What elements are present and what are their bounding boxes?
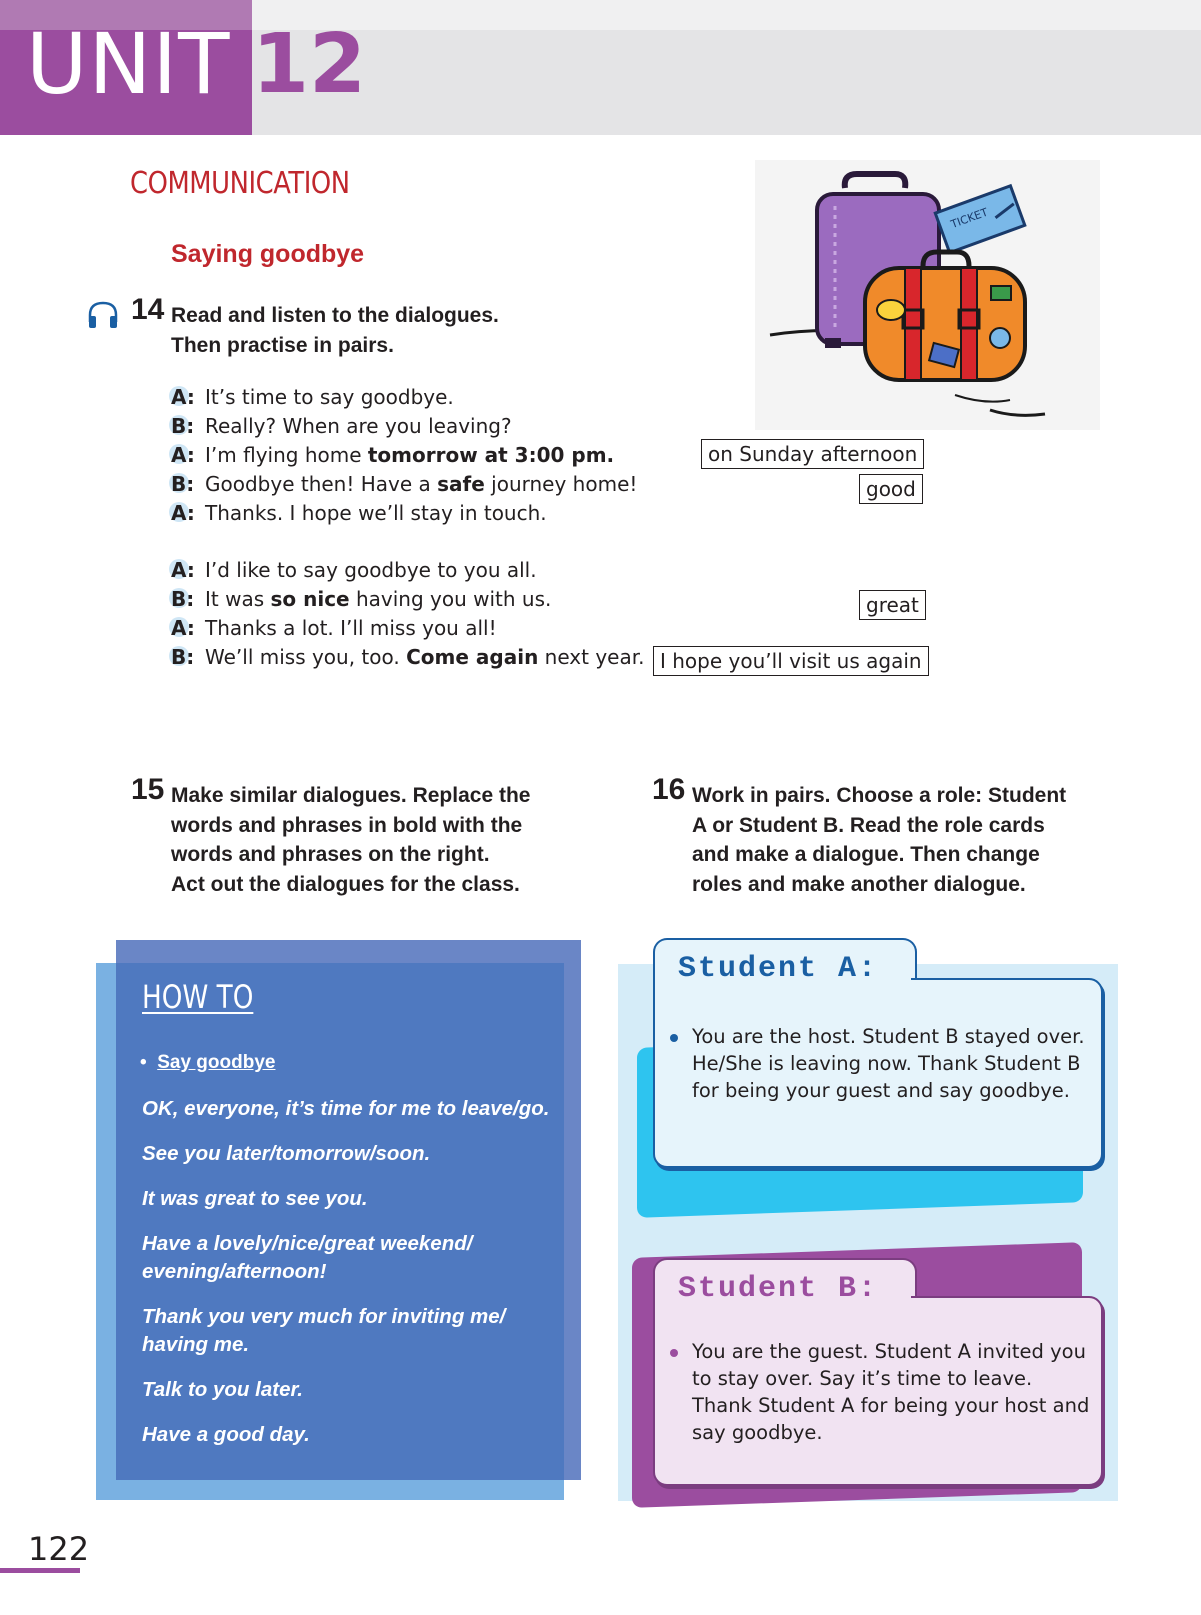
speaker-label: A: — [171, 385, 195, 409]
bullet-dot-icon — [670, 1349, 678, 1357]
dialogue-text: having you with us. — [349, 587, 552, 611]
exercise-instruction — [692, 781, 1066, 899]
dialogue-line — [171, 614, 644, 643]
howto-phrase: Talk to you later. — [142, 1378, 304, 1401]
speaker-label: B: — [171, 587, 195, 611]
exercise-instruction — [171, 781, 530, 899]
headphones-icon[interactable] — [86, 300, 120, 330]
dialogue-text: It was — [205, 587, 271, 611]
howto-phrase: OK, everyone, it’s time for me to leave/go. — [142, 1097, 550, 1120]
instruction-line: roles and make another dialogue. — [692, 872, 1026, 896]
unit-number: 12 — [252, 17, 367, 112]
dialogue-text: We’ll miss you, too. — [205, 645, 407, 669]
unit-word: UNIT — [26, 15, 231, 113]
exercise-number: 14 — [131, 293, 165, 326]
bullet-dot-icon — [670, 1034, 678, 1042]
dialogue-line — [171, 643, 644, 672]
dialogue-text: Thanks a lot. I’ll miss you all! — [205, 616, 497, 640]
luggage-illustration — [755, 160, 1100, 430]
dialogue-text: Goodbye then! Have a — [205, 472, 438, 496]
instruction-line: Work in pairs. Choose a role: Student — [692, 784, 1067, 807]
speaker-label: B: — [171, 472, 195, 496]
speaker-label: B: — [171, 414, 195, 438]
speaker-label: A: — [171, 501, 195, 525]
howto-bullet-label: Say goodbye — [157, 1052, 276, 1073]
role-card-b-text: You are the guest. Student A invited you to stay over. Say it’s time to leave. Thank Student A for being your host and say goodbye. — [692, 1340, 1090, 1444]
dialogue-2 — [171, 556, 644, 672]
dialogue-line — [171, 556, 644, 585]
howto-phrase: It was great to see you. — [142, 1187, 368, 1210]
speaker-label: A: — [171, 443, 195, 467]
dialogue-line — [171, 441, 637, 470]
exercise-instruction — [171, 301, 499, 360]
speaker-label: B: — [171, 645, 195, 669]
subsection-title: Saying goodbye — [171, 240, 365, 268]
dialogue-line — [171, 499, 637, 528]
dialogue-text: I’d like to say goodbye to you all. — [205, 558, 537, 582]
header-band-top — [250, 0, 1201, 30]
instruction-line: and make a dialogue. Then change — [692, 843, 1040, 866]
howto-bullet — [140, 1052, 275, 1074]
bold-phrase: so nice — [270, 587, 350, 611]
instruction-line: Read and listen to the dialogues. — [171, 304, 499, 327]
dialogue-text: next year. — [538, 645, 645, 669]
page-number-underline — [0, 1568, 80, 1573]
instruction-line: words and phrases on the right. — [171, 843, 490, 866]
dialogue-line — [171, 383, 637, 412]
alternative-phrase-box: I hope you’ll visit us again — [653, 646, 929, 676]
instruction-line: A or Student B. Read the role cards — [692, 813, 1045, 837]
svg-text:TICKET: TICKET — [949, 205, 990, 232]
exercise-number: 15 — [131, 773, 165, 806]
dialogue-line — [171, 585, 644, 614]
bullet-dot-icon: • — [140, 1052, 158, 1073]
page-number: 122 — [28, 1530, 90, 1568]
bold-phrase: Come again — [406, 645, 539, 669]
dialogue-text: I’m flying home — [205, 443, 368, 467]
instruction-line: Then practise in pairs. — [171, 333, 394, 357]
howto-title: HOW TO — [142, 978, 254, 1016]
howto-phrase: Have a good day. — [142, 1423, 310, 1446]
role-card-b-title: Student B: — [678, 1272, 879, 1306]
exercise-number: 16 — [652, 773, 686, 806]
bold-phrase: safe — [437, 472, 485, 496]
dialogue-text: It’s time to say goodbye. — [205, 385, 454, 409]
bold-phrase: tomorrow at 3:00 pm. — [367, 443, 615, 467]
instruction-line: Make similar dialogues. Replace the — [171, 784, 531, 807]
instruction-line: Act out the dialogues for the class. — [171, 872, 520, 896]
dialogue-text: Thanks. I hope we’ll stay in touch. — [205, 501, 547, 525]
dialogue-1 — [171, 383, 637, 528]
dialogue-line — [171, 412, 637, 441]
speaker-label: A: — [171, 558, 195, 582]
alternative-phrase-box: on Sunday afternoon — [701, 439, 924, 469]
section-title: COMMUNICATION — [130, 166, 350, 201]
dialogue-text: journey home! — [484, 472, 638, 496]
dialogue-text: Really? When are you leaving? — [205, 414, 512, 438]
role-card-a-title: Student A: — [678, 952, 879, 986]
alternative-phrase-box: great — [859, 590, 926, 620]
alternative-phrase-box: good — [859, 474, 923, 504]
speaker-label: A: — [171, 616, 195, 640]
howto-phrase: Thank you very much for inviting me/ having me. — [142, 1305, 506, 1356]
instruction-line: words and phrases in bold with the — [171, 813, 523, 837]
dialogue-line — [171, 470, 637, 499]
role-card-a-text: You are the host. Student B stayed over. He/She is leaving now. Thank Student B for being your guest and say goodbye. — [692, 1025, 1085, 1102]
howto-phrase: See you later/tomorrow/soon. — [142, 1142, 431, 1165]
howto-phrase: Have a lovely/nice/great weekend/ evening/afternoon! — [142, 1232, 473, 1283]
